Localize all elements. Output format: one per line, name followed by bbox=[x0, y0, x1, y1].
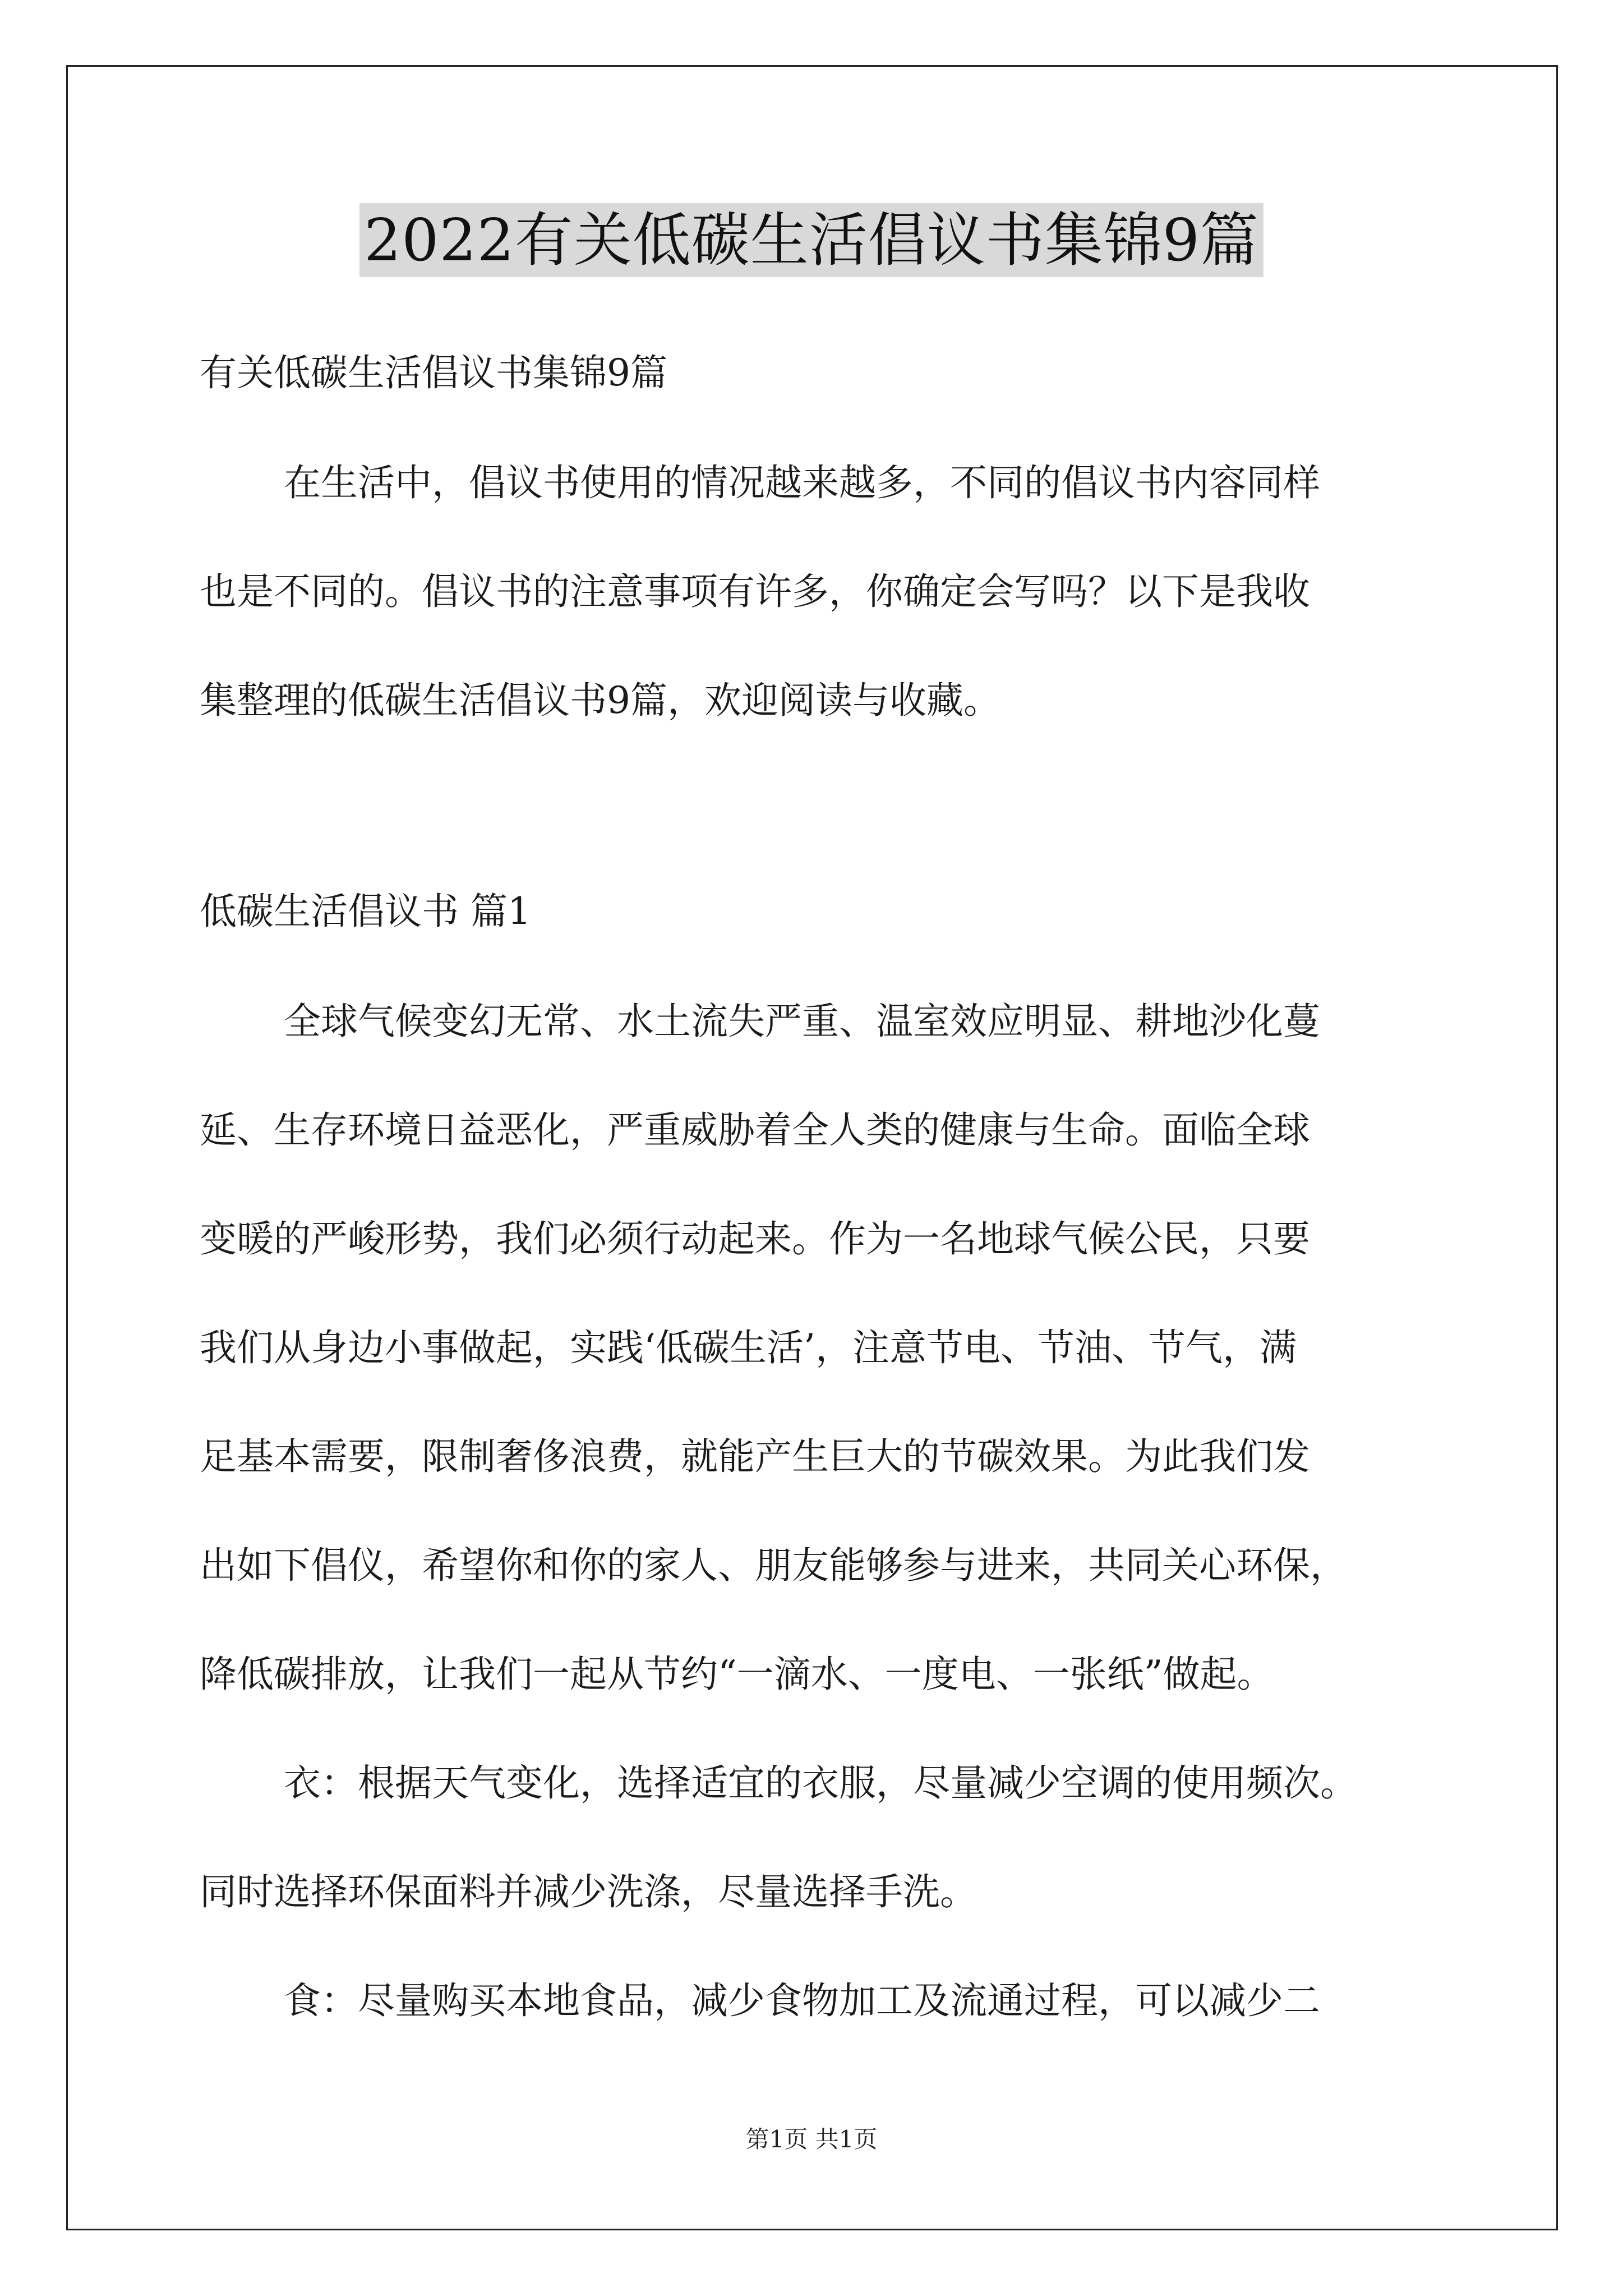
intro-line: 也是不同的。倡议书的注意事项有许多，你确定会写吗？以下是我收 bbox=[200, 570, 1310, 613]
body-line: 变暖的严峻形势，我们必须行动起来。作为一名地球气候公民，只要 bbox=[200, 1217, 1310, 1260]
document-title: 2022有关低碳生活倡议书集锦9篇 bbox=[359, 203, 1264, 277]
body-line: 足基本需要，限制奢侈浪费，就能产生巨大的节碳效果。为此我们发 bbox=[200, 1435, 1310, 1478]
page-footer: 第1页 共1页 bbox=[745, 2125, 878, 2153]
body-line: 降低碳排放，让我们一起从节约“一滴水、一度电、一张纸”做起。 bbox=[200, 1653, 1274, 1696]
body-line: 我们从身边小事做起，实践‘低碳生活’，注意节电、节油、节气，满 bbox=[200, 1326, 1297, 1369]
body-line: 食：尽量购买本地食品，减少食物加工及流通过程，可以减少二 bbox=[284, 1979, 1320, 2022]
document-subtitle: 有关低碳生活倡议书集锦9篇 bbox=[200, 351, 667, 394]
intro-line: 在生活中，倡议书使用的情况越来越多，不同的倡议书内容同样 bbox=[284, 461, 1320, 504]
body-line: 衣：根据天气变化，选择适宜的衣服，尽量减少空调的使用频次。 bbox=[284, 1761, 1357, 1805]
section-heading: 低碳生活倡议书 篇1 bbox=[200, 890, 531, 933]
body-line: 同时选择环保面料并减少洗涤，尽量选择手洗。 bbox=[200, 1870, 977, 1913]
body-line: 出如下倡仪，希望你和你的家人、朋友能够参与进来，共同关心环保， bbox=[200, 1544, 1347, 1587]
title-wrap bbox=[0, 203, 1623, 277]
body-line: 延、生存环境日益恶化，严重威胁着全人类的健康与生命。面临全球 bbox=[200, 1108, 1310, 1152]
body-line: 全球气候变幻无常、水土流失严重、温室效应明显、耕地沙化蔓 bbox=[284, 1000, 1320, 1043]
intro-line: 集整理的低碳生活倡议书9篇，欢迎阅读与收藏。 bbox=[200, 679, 1000, 722]
